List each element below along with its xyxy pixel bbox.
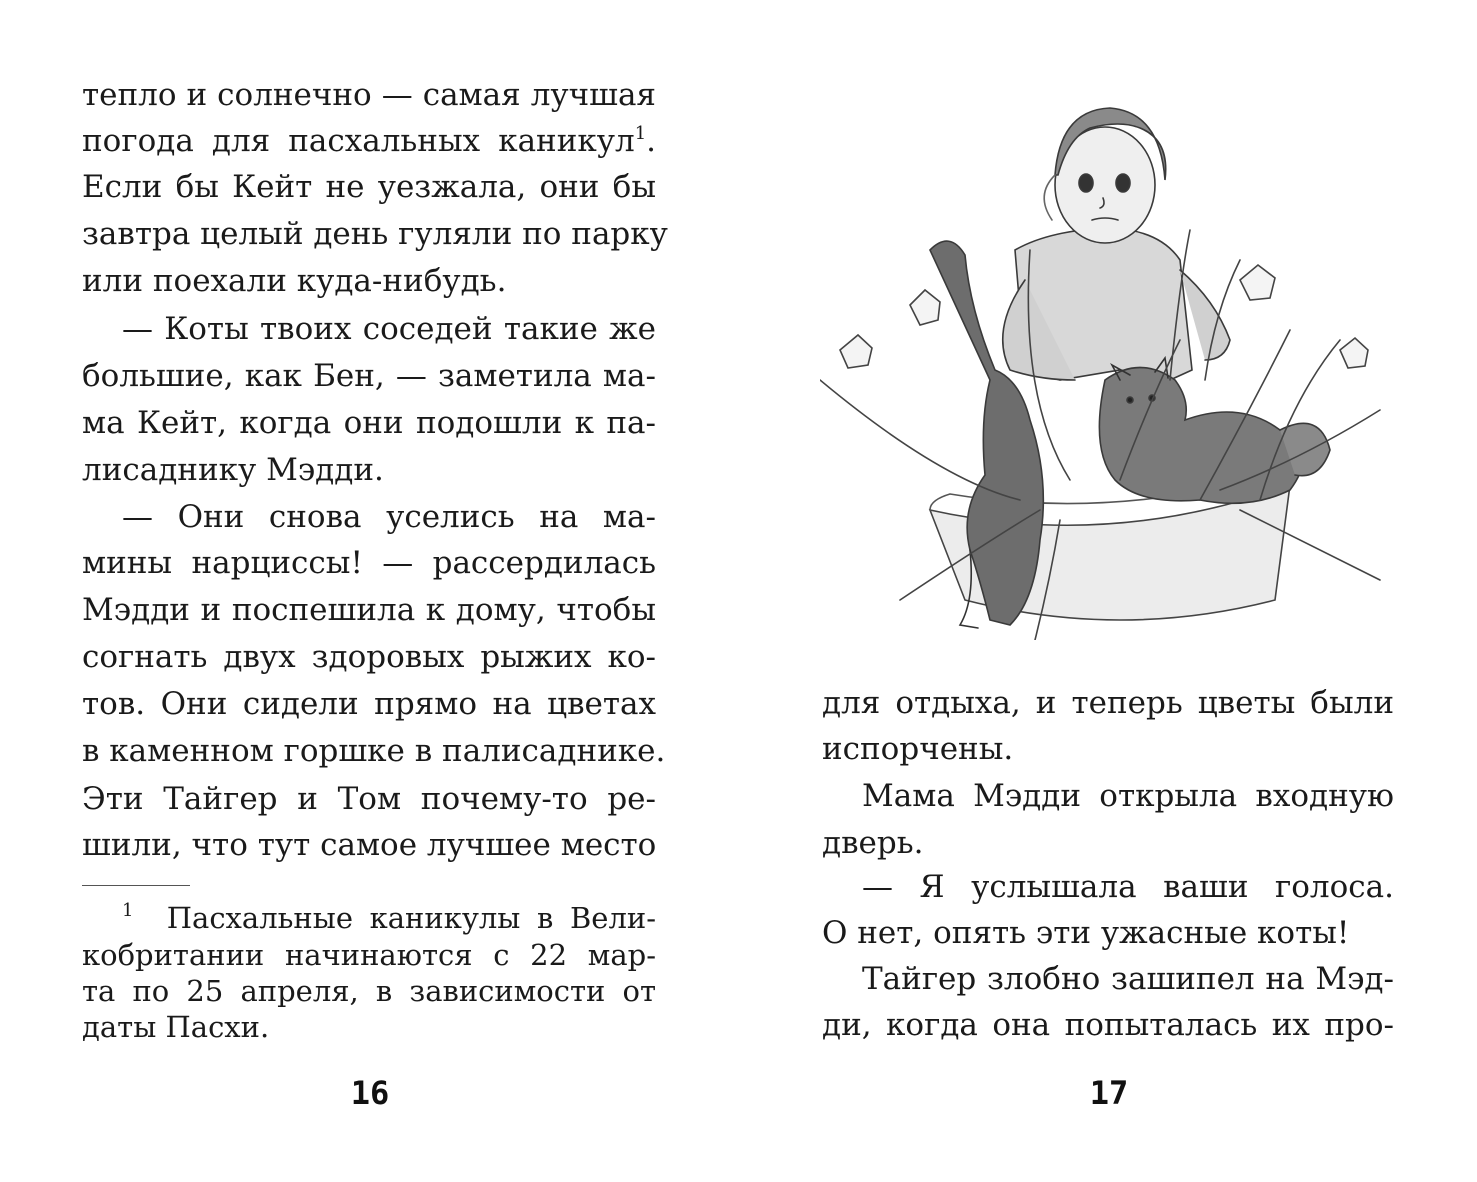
text-line: ма Кейт, когда они подошли к па-: [82, 405, 656, 441]
text-line: или поехали куда-нибудь.: [82, 263, 507, 299]
footnote-text: Пасхальные каникулы в Вели-: [166, 901, 656, 935]
text-line: испорчены.: [822, 731, 1014, 767]
text-line: [82, 118, 656, 164]
text-fragment: .: [646, 123, 656, 159]
text-line: Мама Мэдди открыла входную: [862, 778, 1394, 814]
footnote-line: та по 25 апреля, в зависимости от: [82, 974, 656, 1008]
text-fragment: погода для пасхальных каникул: [82, 123, 635, 159]
footnote-divider: [82, 885, 190, 886]
footnote-line: [122, 900, 656, 936]
footnote-marker: 1: [122, 900, 134, 921]
page-number: 17: [1089, 1074, 1129, 1112]
text-line: — Я услышала ваши голоса.: [862, 869, 1394, 905]
text-line: тов. Они сидели прямо на цветах: [82, 686, 656, 722]
footnote-line: даты Пасхи.: [82, 1010, 270, 1044]
left-page: [0, 0, 738, 1182]
text-line: Мэдди и поспешила к дому, чтобы: [82, 592, 656, 628]
text-line: О нет, опять эти ужасные коты!: [822, 915, 1350, 951]
text-line: — Коты твоих соседей такие же: [122, 311, 656, 347]
text-line: в каменном горшке в палисаднике.: [82, 733, 666, 769]
text-line: тепло и солнечно — самая лучшая: [82, 77, 656, 113]
text-line: — Они снова уселись на ма-: [122, 499, 656, 535]
text-line: завтра целый день гуляли по парку: [82, 216, 668, 252]
text-line: согнать двух здоровых рыжих ко-: [82, 639, 656, 675]
text-line: для отдыха, и теперь цветы были: [822, 685, 1394, 721]
text-line: шили, что тут самое лучшее место: [82, 827, 657, 863]
footnote-line: кобритании начинаются с 22 мар-: [82, 938, 656, 972]
footnote-reference: 1: [634, 123, 647, 144]
text-line: лисаднику Мэдди.: [82, 452, 384, 488]
text-line: Тайгер злобно зашипел на Мэд-: [862, 961, 1394, 997]
text-line: мины нарциссы! — рассердилась: [82, 545, 656, 581]
right-page: [738, 0, 1477, 1182]
text-line: большие, как Бен, — заметила ма-: [82, 358, 656, 394]
illustration-girl-with-cats: [820, 80, 1396, 640]
page-number: 16: [350, 1074, 390, 1112]
cat-right: [1099, 368, 1302, 504]
text-line: Эти Тайгер и Том почему-то ре-: [82, 781, 656, 817]
text-line: дверь.: [822, 825, 924, 861]
text-line: ди, когда она попыталась их про-: [822, 1007, 1394, 1043]
text-line: Если бы Кейт не уезжала, они бы: [82, 169, 656, 205]
